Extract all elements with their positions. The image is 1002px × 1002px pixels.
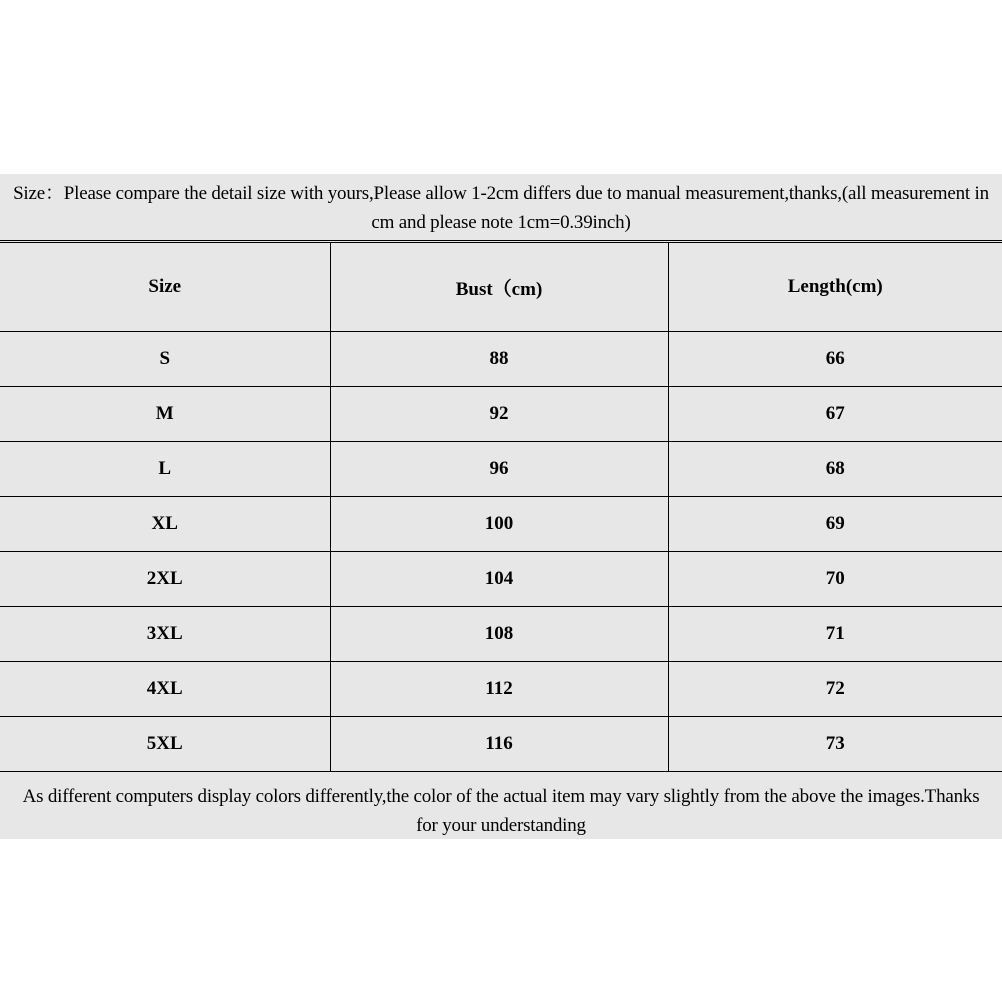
- cell-bust: 116: [330, 717, 668, 772]
- cell-length: 71: [668, 607, 1002, 662]
- cell-length: 72: [668, 662, 1002, 717]
- table-row: [0, 662, 1002, 717]
- cell-length: 69: [668, 497, 1002, 552]
- cell-bust: 96: [330, 442, 668, 497]
- cell-length: 68: [668, 442, 1002, 497]
- table-row: [0, 387, 1002, 442]
- size-table: [0, 242, 1002, 772]
- cell-size: 4XL: [0, 662, 330, 717]
- cell-bust: 112: [330, 662, 668, 717]
- cell-bust: 92: [330, 387, 668, 442]
- cell-size: XL: [0, 497, 330, 552]
- table-row: [0, 607, 1002, 662]
- header-length: Length(cm): [668, 243, 1002, 332]
- header-size: Size: [0, 243, 330, 332]
- cell-size: M: [0, 387, 330, 442]
- cell-length: 67: [668, 387, 1002, 442]
- size-note: Size：Please compare the detail size with yours,Please allow 1-2cm differs due to manual measurement,thanks,(all measurement in cm and please note 1cm=0.39inch): [0, 174, 1002, 241]
- cell-bust: 108: [330, 607, 668, 662]
- cell-bust: 88: [330, 332, 668, 387]
- cell-size: 2XL: [0, 552, 330, 607]
- table-row: [0, 442, 1002, 497]
- cell-bust: 104: [330, 552, 668, 607]
- size-chart: [0, 174, 1002, 839]
- cell-size: 5XL: [0, 717, 330, 772]
- table-header-row: [0, 243, 1002, 332]
- table-row: [0, 717, 1002, 772]
- cell-size: L: [0, 442, 330, 497]
- cell-size: 3XL: [0, 607, 330, 662]
- color-disclaimer: As different computers display colors differently,the color of the actual item may vary slightly from the above the images.Thanks for your understanding: [22, 786, 980, 836]
- cell-size: S: [0, 332, 330, 387]
- cell-length: 66: [668, 332, 1002, 387]
- cell-length: 73: [668, 717, 1002, 772]
- table-row: [0, 497, 1002, 552]
- table-row: [0, 552, 1002, 607]
- header-bust: Bust（cm): [330, 243, 668, 332]
- cell-length: 70: [668, 552, 1002, 607]
- table-row: [0, 332, 1002, 387]
- cell-bust: 100: [330, 497, 668, 552]
